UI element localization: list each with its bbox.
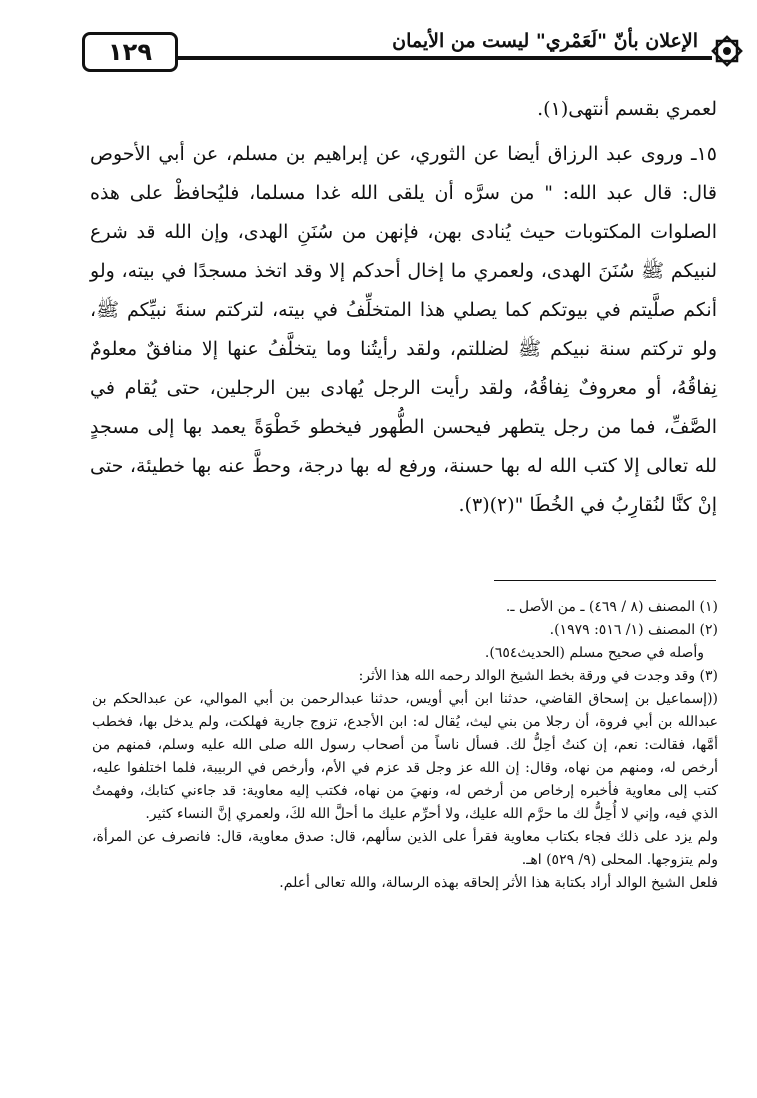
page-number: ١٢٩ xyxy=(82,32,178,72)
footnote-3: (٣) وقد وجدت في ورقة بخط الشيخ الوالد رحمه الله هذا الأثر: xyxy=(358,668,718,684)
footnote-rule xyxy=(494,580,716,581)
footnote-2: (٢) المصنف (١/ ٥١٦: ١٩٧٩). xyxy=(549,622,718,638)
footnote-3-continuation: ولم يزد على ذلك فجاء بكتاب معاوية فقرأ على الذين سألهم، قال: صدق معاوية، قال: فانصرف عن المرأة، ولم يتزوجها. المحلى (٩/ ٥٢٩) اهـ. xyxy=(92,829,718,868)
header-rule xyxy=(140,56,712,60)
footnote-1: (١) المصنف (٨ / ٤٦٩) ـ من الأصل ـ. xyxy=(505,599,718,615)
running-title: الإعلان بأنّ "لَعَمْري" ليست من الأيمان xyxy=(386,30,704,52)
footnote-3-conclusion: فلعل الشيخ الوالد أراد بكتابة هذا الأثر إلحاقه بهذه الرسالة، والله تعالى أعلم. xyxy=(279,875,718,891)
page-header xyxy=(72,26,744,82)
star-ornament-icon xyxy=(710,34,744,68)
main-text xyxy=(90,90,717,525)
paragraph-15: ١٥ـ وروى عبد الرزاق أيضا عن الثوري، عن إبراهيم بن مسلم، عن أبي الأحوص قال: قال عبد الله: " من سرَّه أن يلقى الله غدا مسلما، فليُحافظْ على هذه الصلوات المكتوبات حيث يُنادى بهن، فإنهن من سُنَنِ الهدى، وإن الله قد شرع لنبيكم ﷺ سُنَنَ الهدى، ولعمري ما إخال أحدكم إلا وقد اتخذ مسجدًا في بيته، ولو أنكم صلَّيتم في بيوتكم كما يصلي هذا المتخلِّفُ في بيته، لتركتم سنةَ نبيِّكم ﷺ، ولو تركتم سنة نبيكم ﷺ لضللتم، ولقد رأيتُنا وما يتخلَّفُ عنها إلا منافقٌ معلومٌ نِفاقُهُ، أو معروفٌ نِفاقُهُ، ولقد رأيت الرجل يُهادى بين الرجلين، حتى يُقام في الصَّفِّ، فما من رجل يتطهر فيحسن الطُّهور فيخطو خَطْوَةً يعمد بها إلى مسجدٍ لله تعالى إلا كتب الله له بها حسنة، ورفع له بها درجة، وحطَّ عنه بها خطيئة، حتى إنْ كنَّا لنُقارِبُ في الخُطَا "(٢)(٣). xyxy=(90,143,717,516)
footnote-2-note: وأصله في صحيح مسلم (الحديث٦٥٤). xyxy=(484,645,704,661)
footnotes xyxy=(92,596,718,895)
paragraph-intro: لعمري بقسم أنتهى(١). xyxy=(537,98,717,120)
footnote-3-quote: ((إسماعيل بن إسحاق القاضي، حدثنا ابن أبي أويس، حدثنا عبدالرحمن بن أبي الموالي، عن عبدالحكم بن عبدالله بن أبي فروة، أن رجلا من بني ليث، يُقال له: ابن الأجدع، تزوج جارية فهلكت، ولم يدخل بها، فخطب أمَّها، فقالت: نعم، إن كنتُ أحِلُّ لك. فسأل ناساً من أصحاب رسول الله صلى الله عليه وسلم، فمنهم من أرخص له، ومنهم من نهاه، وقال: إن الله عز وجل قد عزم في الأم، وأرخص في الربيبة، فلما اختلفوا عليه، كتب إلى معاوية فأخبره إرخاص من أرخص له، ونهيَ من نهاه، فكتب إليه معاوية: قد جاءني كتابك، وفهمتُ الذي فيه، وإني لا أُحِلُّ لك ما حرَّم الله عليك، ولا أحرِّم عليك ما أحلَّ الله لكَ، ولعمري إنَّ النساء كثير. xyxy=(92,691,718,822)
